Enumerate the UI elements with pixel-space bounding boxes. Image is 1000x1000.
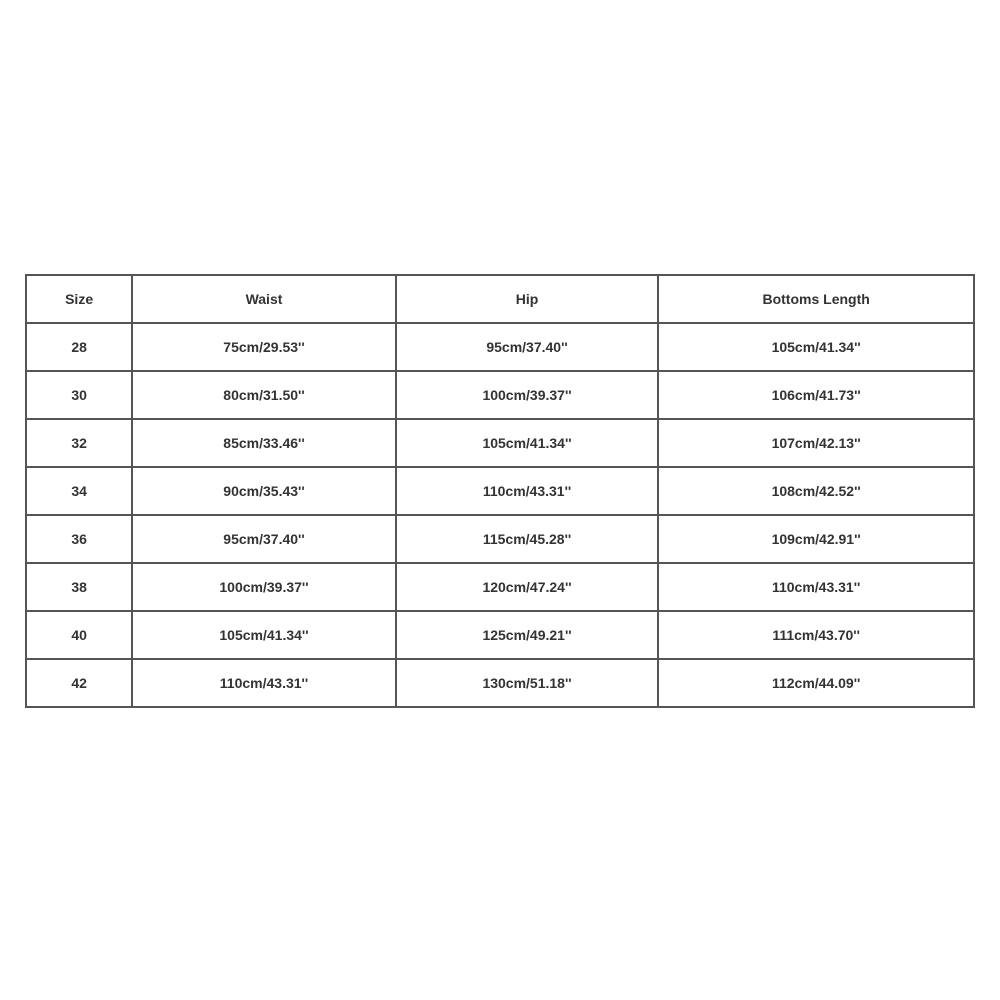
cell-waist: 90cm/35.43'' <box>132 467 396 515</box>
cell-hip: 100cm/39.37'' <box>396 371 659 419</box>
cell-waist: 105cm/41.34'' <box>132 611 396 659</box>
cell-size: 30 <box>26 371 132 419</box>
cell-bottoms-length: 107cm/42.13'' <box>658 419 974 467</box>
cell-waist: 80cm/31.50'' <box>132 371 396 419</box>
cell-hip: 105cm/41.34'' <box>396 419 659 467</box>
cell-size: 40 <box>26 611 132 659</box>
cell-waist: 110cm/43.31'' <box>132 659 396 707</box>
cell-bottoms-length: 110cm/43.31'' <box>658 563 974 611</box>
cell-bottoms-length: 108cm/42.52'' <box>658 467 974 515</box>
table-row <box>26 419 974 467</box>
cell-bottoms-length: 112cm/44.09'' <box>658 659 974 707</box>
header-bottoms-length: Bottoms Length <box>658 275 974 323</box>
table-row <box>26 515 974 563</box>
cell-bottoms-length: 109cm/42.91'' <box>658 515 974 563</box>
cell-bottoms-length: 105cm/41.34'' <box>658 323 974 371</box>
cell-hip: 120cm/47.24'' <box>396 563 659 611</box>
cell-bottoms-length: 111cm/43.70'' <box>658 611 974 659</box>
cell-bottoms-length: 106cm/41.73'' <box>658 371 974 419</box>
cell-hip: 115cm/45.28'' <box>396 515 659 563</box>
cell-size: 42 <box>26 659 132 707</box>
cell-waist: 75cm/29.53'' <box>132 323 396 371</box>
cell-size: 28 <box>26 323 132 371</box>
header-size: Size <box>26 275 132 323</box>
header-hip: Hip <box>396 275 659 323</box>
table-row <box>26 563 974 611</box>
header-waist: Waist <box>132 275 396 323</box>
cell-waist: 100cm/39.37'' <box>132 563 396 611</box>
cell-size: 34 <box>26 467 132 515</box>
table-row <box>26 467 974 515</box>
size-chart-table <box>25 274 975 708</box>
table-row <box>26 659 974 707</box>
cell-hip: 95cm/37.40'' <box>396 323 659 371</box>
table-row <box>26 323 974 371</box>
cell-hip: 130cm/51.18'' <box>396 659 659 707</box>
table-row <box>26 371 974 419</box>
table-row <box>26 611 974 659</box>
cell-waist: 95cm/37.40'' <box>132 515 396 563</box>
cell-hip: 125cm/49.21'' <box>396 611 659 659</box>
header-row <box>26 275 974 323</box>
cell-size: 36 <box>26 515 132 563</box>
cell-size: 32 <box>26 419 132 467</box>
cell-hip: 110cm/43.31'' <box>396 467 659 515</box>
table-body <box>26 323 974 707</box>
cell-waist: 85cm/33.46'' <box>132 419 396 467</box>
cell-size: 38 <box>26 563 132 611</box>
table-header <box>26 275 974 323</box>
